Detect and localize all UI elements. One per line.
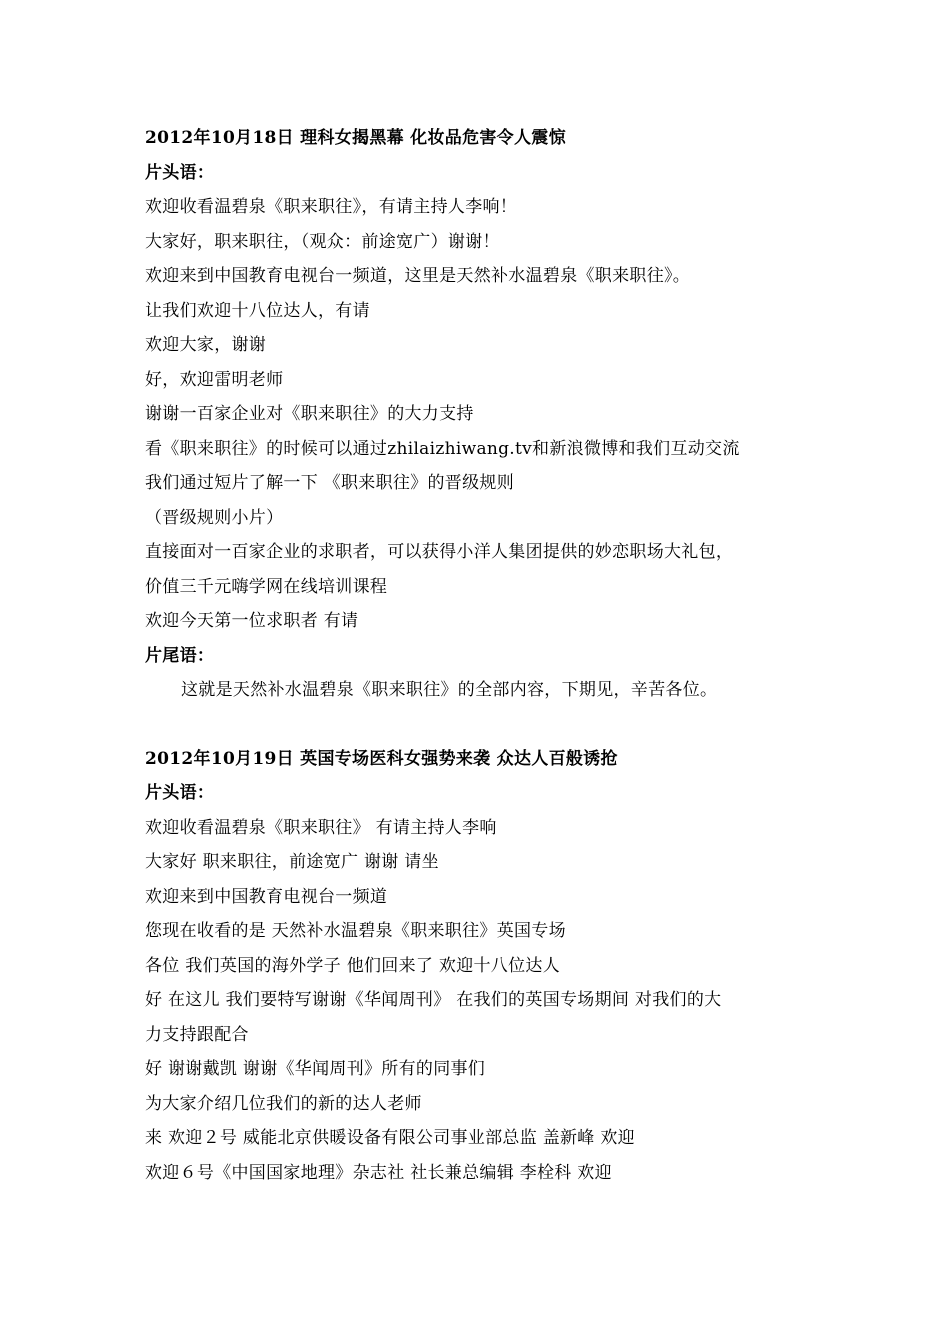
script-line: 为大家介绍几位我们的新的达人老师 [145,1093,422,1114]
script-line: 看《职来职往》的时候可以通过zhilaizhiwang.tv和新浪微博和我们互动交流 [145,438,740,459]
closing-line: 这就是天然补水温碧泉《职来职往》的全部内容，下期见，辛苦各位。 [181,680,718,700]
script-line: 大家好，职来职往，（观众：前途宽广）谢谢！ [145,231,500,252]
script-line: 各位 我们英国的海外学子 他们回来了 欢迎十八位达人 [145,955,561,976]
script-line: 欢迎６号《中国国家地理》杂志社 社长兼总编辑 李栓科 欢迎 [145,1162,612,1183]
script-line: 直接面对一百家企业的求职者，可以获得小洋人集团提供的妙恋职场大礼包， [145,542,734,562]
script-line: 好 谢谢戴凯 谢谢《华闻周刊》所有的同事们 [145,1059,486,1079]
script-line: 大家好 职来职往，前途宽广 谢谢 请坐 [145,852,439,872]
script-line: 价值三千元嗨学网在线培训课程 [145,576,388,597]
episode-title: 2012年10月19日 英国专场医科女强势来袭 众达人百般诱抢 [145,748,618,769]
script-line: 我们通过短片了解一下 《职来职往》的晋级规则 [145,473,515,493]
section-spacer [145,708,825,742]
script-line: 谢谢一百家企业对《职来职往》的大力支持 [145,404,474,424]
script-line: 好，欢迎雷明老师 [145,369,284,390]
script-line: 力支持跟配合 [145,1024,249,1045]
script-line: 您现在收看的是 天然补水温碧泉《职来职往》英国专场 [145,921,566,941]
script-line: 欢迎大家，谢谢 [145,335,267,355]
document-page [145,121,825,1190]
script-line: 欢迎收看温碧泉《职来职往》 有请主持人李响 [145,817,497,838]
episode-title: 2012年10月18日 理科女揭黑幕 化妆品危害令人震惊 [145,128,566,148]
opening-label: 片头语： [145,162,215,183]
episode-section-1 [145,121,825,708]
script-line: 欢迎来到中国教育电视台一频道，这里是天然补水温碧泉《职来职往》。 [145,266,691,286]
script-line: 欢迎来到中国教育电视台一频道 [145,886,388,907]
script-line: 好 在这儿 我们要特写谢谢《华闻周刊》 在我们的英国专场期间 对我们的大 [145,990,722,1010]
script-line: 欢迎收看温碧泉《职来职往》，有请主持人李响！ [145,197,518,217]
opening-label: 片头语： [145,783,215,803]
script-line: 来 欢迎２号 威能北京供暖设备有限公司事业部总监 盖新峰 欢迎 [145,1128,635,1148]
closing-label: 片尾语： [145,645,215,666]
script-line: （晋级规则小片） [145,507,284,528]
script-line: 欢迎今天第一位求职者 有请 [145,611,359,631]
episode-section-2 [145,742,825,1191]
script-line: 让我们欢迎十八位达人，有请 [145,300,370,321]
